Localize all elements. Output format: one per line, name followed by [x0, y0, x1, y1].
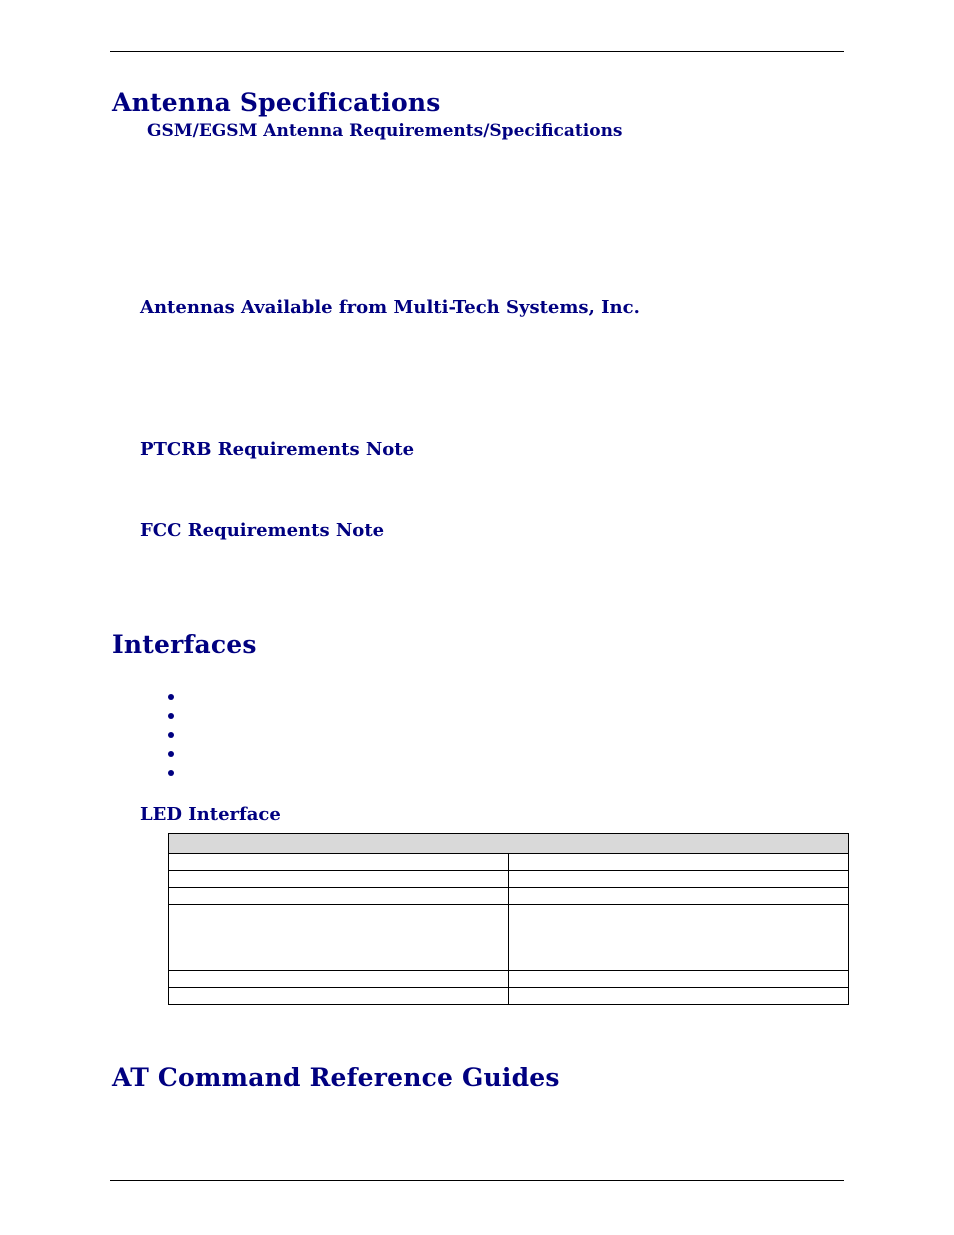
heading-antennas-available: Antennas Available from Multi-Tech Systems, Inc.	[140, 297, 640, 318]
table-cell	[169, 988, 509, 1005]
heading-fcc-note: FCC Requirements Note	[140, 520, 385, 541]
table-row	[169, 871, 849, 888]
table-header-cell	[169, 834, 849, 854]
led-table	[168, 833, 849, 1005]
bullet-icon	[168, 713, 174, 719]
header-rule	[110, 51, 844, 52]
heading-gsm-antenna-requirements: GSM/EGSM Antenna Requirements/Specifications	[147, 121, 623, 141]
heading-antenna-specifications: Antenna Specifications	[112, 88, 441, 117]
heading-at-command-guides: AT Command Reference Guides	[112, 1063, 560, 1092]
table-cell	[509, 905, 849, 971]
table-cell	[169, 854, 509, 871]
table-cell	[509, 871, 849, 888]
table-row	[169, 854, 849, 871]
table-cell	[509, 971, 849, 988]
footer-rule	[110, 1180, 844, 1181]
bullet-icon	[168, 770, 174, 776]
heading-ptcrb-note: PTCRB Requirements Note	[140, 439, 415, 460]
table-cell	[509, 888, 849, 905]
table-cell	[169, 971, 509, 988]
bullet-icon	[168, 732, 174, 738]
table-row	[169, 888, 849, 905]
bullet-icon	[168, 751, 174, 757]
table-row	[169, 905, 849, 971]
table-cell	[509, 988, 849, 1005]
table-cell	[169, 905, 509, 971]
table-cell	[169, 888, 509, 905]
table-cell	[169, 871, 509, 888]
heading-interfaces: Interfaces	[112, 630, 257, 659]
table-cell	[509, 854, 849, 871]
table-row	[169, 988, 849, 1005]
table-row	[169, 971, 849, 988]
bullet-icon	[168, 694, 174, 700]
heading-led-interface: LED Interface	[140, 804, 281, 825]
table-header-row	[169, 834, 849, 854]
